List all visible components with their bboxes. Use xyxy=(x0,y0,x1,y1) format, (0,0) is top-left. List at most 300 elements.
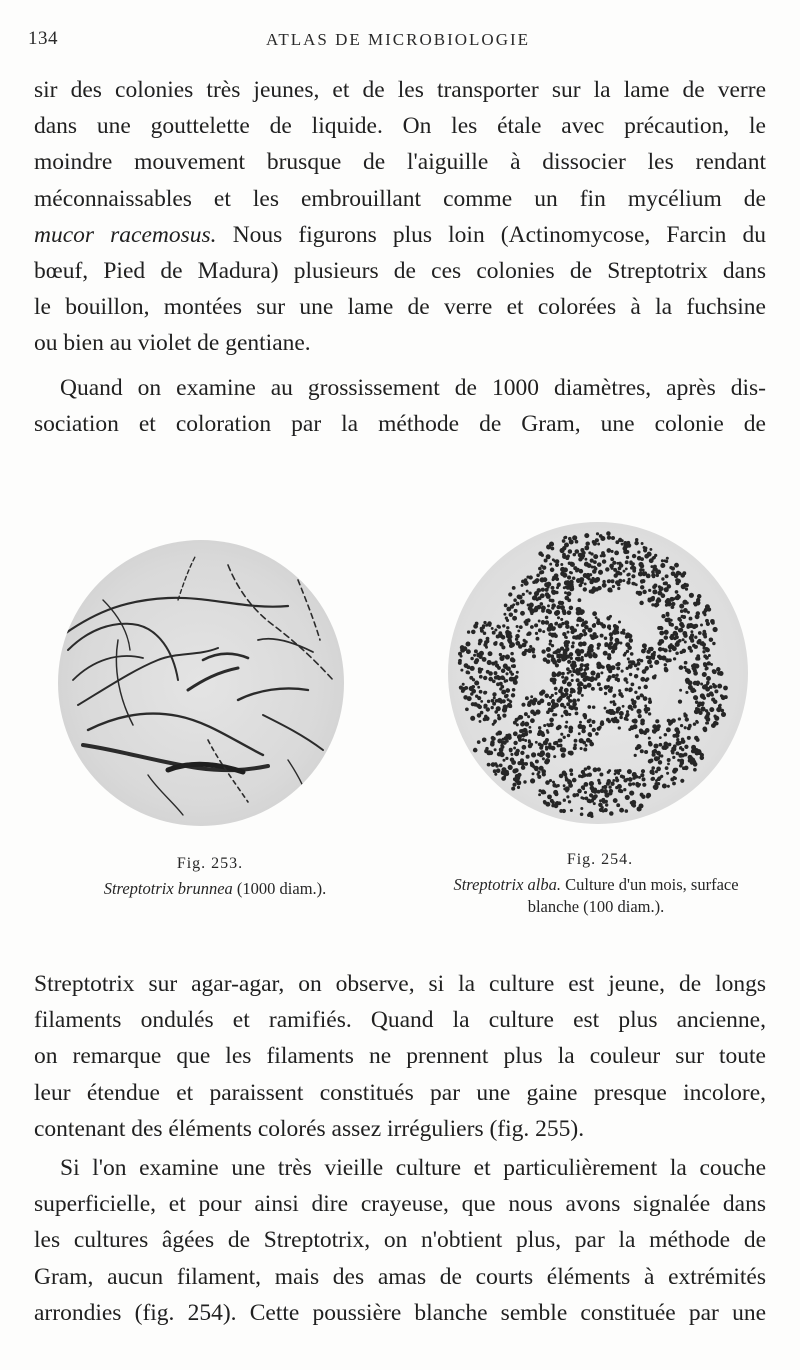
bacterium-dot xyxy=(512,688,516,692)
bacterium-dot xyxy=(633,719,637,723)
bacterium-dot xyxy=(543,740,548,745)
bacterium-dot xyxy=(578,598,582,602)
bacterium-dot xyxy=(588,551,591,554)
caption-text: blanche (100 diam.). xyxy=(527,897,665,916)
bacterium-dot xyxy=(583,748,587,752)
bacterium-dot xyxy=(551,590,555,594)
bacterium-dot xyxy=(695,614,700,619)
bacterium-dot xyxy=(552,681,556,685)
bacterium-dot xyxy=(537,771,540,774)
bacterium-dot xyxy=(623,788,626,791)
bacterium-dot xyxy=(584,582,587,585)
bacterium-dot xyxy=(553,632,556,635)
bacterium-dot xyxy=(567,734,571,738)
bacterium-dot xyxy=(562,539,566,543)
bacterium-dot xyxy=(575,569,578,572)
bacterium-dot xyxy=(563,799,566,802)
text-line: sociation et coloration par la méthode de Gram, une colonie de xyxy=(34,411,766,438)
bacterium-dot xyxy=(479,675,483,679)
bacterium-dot xyxy=(633,700,637,704)
bacterium-dot xyxy=(600,789,605,794)
bacterium-dot xyxy=(640,585,644,589)
bacterium-dot xyxy=(617,587,620,590)
bacterium-dot xyxy=(600,554,603,557)
bacterium-dot xyxy=(491,736,495,740)
bacterium-dot xyxy=(603,651,608,656)
bacterium-dot xyxy=(679,746,682,749)
bacterium-dot xyxy=(677,617,681,621)
bacterium-dot xyxy=(712,642,715,645)
bacterium-dot xyxy=(659,743,663,747)
bacterium-dot xyxy=(632,772,637,777)
bacterium-dot xyxy=(660,563,665,568)
bacterium-dot xyxy=(545,748,548,751)
bacterium-dot xyxy=(474,680,479,685)
bacterium-dot xyxy=(645,666,649,670)
bacterium-dot xyxy=(505,757,508,760)
bacterium-dot xyxy=(636,709,641,714)
paragraph-1 xyxy=(34,72,766,362)
bacterium-dot xyxy=(509,748,513,752)
bacterium-dot xyxy=(638,562,643,567)
bacterium-dot xyxy=(696,708,701,713)
bacterium-dot xyxy=(471,630,476,635)
bacterium-dot xyxy=(479,651,484,656)
bacterium-dot xyxy=(589,718,592,721)
bacterium-dot xyxy=(511,787,515,791)
bacterium-dot xyxy=(458,661,462,665)
bacterium-dot xyxy=(525,730,528,733)
bacterium-dot xyxy=(700,624,703,627)
bacterium-dot xyxy=(688,725,691,728)
bacterium-dot xyxy=(679,604,684,609)
bacterium-dot xyxy=(577,698,580,701)
bacterium-dot xyxy=(530,778,535,783)
bacterium-dot xyxy=(515,641,520,646)
bacterium-dot xyxy=(538,551,543,556)
bacterium-dot xyxy=(680,779,684,783)
bacterium-dot xyxy=(513,741,517,745)
bacterium-dot xyxy=(669,566,673,570)
bacterium-dot xyxy=(709,685,713,689)
bacterium-dot xyxy=(651,766,655,770)
bacterium-dot xyxy=(550,626,555,631)
bacterium-dot xyxy=(562,679,567,684)
bacterium-dot xyxy=(560,618,563,621)
bacterium-dot xyxy=(674,727,679,732)
bacterium-dot xyxy=(545,694,550,699)
bacterium-dot xyxy=(672,769,677,774)
bacterium-dot xyxy=(576,678,580,682)
bacterium-dot xyxy=(541,620,545,624)
bacterium-dot xyxy=(613,624,617,628)
bacterium-dot xyxy=(628,687,632,691)
bacterium-dot xyxy=(610,701,613,704)
bacterium-dot xyxy=(618,579,622,583)
bacterium-dot xyxy=(705,604,710,609)
bacterium-dot xyxy=(547,586,550,589)
bacterium-dot xyxy=(639,601,643,605)
bacterium-dot xyxy=(650,596,655,601)
bacterium-dot xyxy=(640,773,644,777)
bacterium-dot xyxy=(668,720,673,725)
bacterium-dot xyxy=(715,722,719,726)
bacterium-dot xyxy=(535,741,538,744)
bacterium-dot xyxy=(561,672,564,675)
bacterium-dot xyxy=(577,682,582,687)
bacterium-dot xyxy=(700,683,703,686)
bacterium-dot xyxy=(569,652,573,656)
bacterium-dot xyxy=(579,583,583,587)
bacterium-dot xyxy=(582,787,585,790)
bacterium-dot xyxy=(642,590,646,594)
bacterium-dot xyxy=(494,628,497,631)
bacterium-dot xyxy=(553,755,556,758)
bacterium-dot xyxy=(557,616,560,619)
bacterium-dot xyxy=(679,689,682,692)
bacterium-dot xyxy=(504,665,508,669)
bacterium-dot xyxy=(536,573,540,577)
bacterium-dot xyxy=(564,591,567,594)
bacterium-dot xyxy=(556,655,559,658)
bacterium-dot xyxy=(593,554,598,559)
bacterium-dot xyxy=(567,575,571,579)
bacterium-dot xyxy=(554,792,558,796)
bacterium-dot xyxy=(570,688,573,691)
bacterium-dot xyxy=(473,748,478,753)
bacterium-dot xyxy=(665,560,668,563)
bacterium-dot xyxy=(520,722,525,727)
caption-species: Streptotrix alba. xyxy=(453,875,561,894)
bacterium-dot xyxy=(680,724,683,727)
bacterium-dot xyxy=(641,542,644,545)
bacterium-dot xyxy=(502,713,506,717)
bacterium-dot xyxy=(470,692,473,695)
bacterium-dot xyxy=(488,677,493,682)
bacterium-dot xyxy=(649,699,652,702)
figure-253-micrograph xyxy=(58,540,344,826)
bacterium-dot xyxy=(693,671,698,676)
bacterium-dot xyxy=(659,588,662,591)
bacterium-dot xyxy=(552,781,555,784)
bacterium-dot xyxy=(694,646,697,649)
bacterium-dot xyxy=(559,739,563,743)
bacterium-dot xyxy=(541,690,546,695)
bacterium-dot xyxy=(579,611,583,615)
bacterium-dot xyxy=(572,778,577,783)
bacterium-dot xyxy=(673,657,676,660)
bacterium-dot xyxy=(462,646,467,651)
bacterium-dot xyxy=(562,809,566,813)
bacterium-dot xyxy=(536,598,539,601)
figure-254-caption xyxy=(420,874,772,918)
bacterium-dot xyxy=(630,652,634,656)
bacterium-dot xyxy=(562,546,566,550)
bacterium-dot xyxy=(605,567,609,571)
text-line: sir des colonies très jeunes, et de les transporter sur la lame de verre xyxy=(34,77,766,103)
bacterium-dot xyxy=(705,714,709,718)
bacterium-dot xyxy=(689,758,694,763)
bacterium-dot xyxy=(538,620,541,623)
bacterium-dot xyxy=(576,624,579,627)
bacterium-dot xyxy=(546,659,551,664)
text-fragment: Nous figurons plus loin (Actinomycose, Farcin du xyxy=(232,221,767,248)
bacterium-dot xyxy=(583,632,587,636)
bacteria-clusters-illustration xyxy=(448,522,748,824)
bacterium-dot xyxy=(554,703,559,708)
text-line: dans une gouttelette de liquide. On les étale avec précaution, le xyxy=(34,113,766,140)
bacterium-dot xyxy=(631,708,634,711)
bacterium-dot xyxy=(572,705,576,709)
bacterium-dot xyxy=(572,661,576,665)
bacterium-dot xyxy=(684,766,689,771)
bacterium-dot xyxy=(655,719,659,723)
bacterium-dot xyxy=(621,543,624,546)
bacterium-dot xyxy=(523,780,526,783)
bacterium-dot xyxy=(498,633,503,638)
figure-253-label: Fig. 253. xyxy=(176,855,244,872)
bacterium-dot xyxy=(535,632,538,635)
bacterium-dot xyxy=(478,705,482,709)
bacterium-dot xyxy=(565,556,569,560)
bacterium-dot xyxy=(546,731,549,734)
bacterium-dot xyxy=(705,709,708,712)
bacterium-dot xyxy=(627,657,630,660)
bacterium-dot xyxy=(493,642,497,646)
bacterium-dot xyxy=(487,621,492,626)
bacterium-dot xyxy=(505,654,510,659)
bacterium-dot xyxy=(487,700,490,703)
running-title: ATLAS DE MICROBIOLOGIE xyxy=(265,30,531,49)
bacterium-dot xyxy=(597,647,600,650)
bacterium-dot xyxy=(501,690,506,695)
bacterium-dot xyxy=(513,598,517,602)
bacterium-dot xyxy=(587,652,592,657)
bacterium-dot xyxy=(638,658,641,661)
bacterium-dot xyxy=(631,582,635,586)
bacterium-dot xyxy=(542,757,545,760)
bacterium-dot xyxy=(703,684,708,689)
bacterium-dot xyxy=(688,646,692,650)
bacterium-dot xyxy=(658,647,663,652)
bacterium-dot xyxy=(704,609,708,613)
bacterium-dot xyxy=(524,712,528,716)
bacterium-dot xyxy=(656,602,659,605)
bacterium-dot xyxy=(584,545,589,550)
bacterium-dot xyxy=(659,736,662,739)
bacterium-dot xyxy=(575,649,580,654)
bacterium-dot xyxy=(563,536,566,539)
bacterium-dot xyxy=(703,654,707,658)
bacterium-dot xyxy=(637,591,642,596)
bacterium-dot xyxy=(611,665,616,670)
bacterium-dot xyxy=(709,637,714,642)
bacterium-dot xyxy=(527,632,531,636)
bacterium-dot xyxy=(646,677,650,681)
bacterium-dot xyxy=(698,702,703,707)
bacterium-dot xyxy=(569,606,574,611)
bacterium-dot xyxy=(675,578,679,582)
bacterium-dot xyxy=(602,583,607,588)
bacterium-dot xyxy=(501,771,505,775)
bacterium-dot xyxy=(565,624,570,629)
bacterium-dot xyxy=(524,581,529,586)
bacterium-dot xyxy=(510,657,515,662)
bacterium-dot xyxy=(716,667,721,672)
bacterium-dot xyxy=(501,776,506,781)
bacterium-dot xyxy=(528,726,531,729)
bacterium-dot xyxy=(617,784,622,789)
bacterium-dot xyxy=(562,573,567,578)
bacterium-dot xyxy=(541,605,546,610)
bacterium-dot xyxy=(496,768,501,773)
text-line xyxy=(34,217,766,253)
bacterium-dot xyxy=(502,738,505,741)
bacterium-dot xyxy=(580,807,583,810)
bacterium-dot xyxy=(698,639,702,643)
bacterium-dot xyxy=(615,663,618,666)
bacterium-dot xyxy=(563,784,566,787)
text-line: Gram, aucun filament, mais des amas de courts éléments à extrémités xyxy=(34,1263,766,1290)
bacterium-dot xyxy=(686,602,689,605)
bacterium-dot xyxy=(634,691,637,694)
bacterium-dot xyxy=(564,688,569,693)
bacterium-dot xyxy=(680,609,684,613)
bacterium-dot xyxy=(527,715,530,718)
bacterium-dot xyxy=(551,644,554,647)
bacterium-dot xyxy=(570,657,573,660)
bacterium-dot xyxy=(618,789,622,793)
bacterium-dot xyxy=(672,756,675,759)
bacterium-dot xyxy=(689,617,693,621)
bacterium-dot xyxy=(664,581,668,585)
bacterium-dot xyxy=(587,683,592,688)
bacterium-dot xyxy=(665,766,669,770)
bacterium-dot xyxy=(510,753,513,756)
bacterium-dot xyxy=(664,618,668,622)
bacterium-dot xyxy=(564,725,568,729)
bacterium-dot xyxy=(534,766,539,771)
bacterium-dot xyxy=(502,655,505,658)
bacterium-dot xyxy=(584,558,587,561)
bacterium-dot xyxy=(684,641,687,644)
bacterium-dot xyxy=(483,691,487,695)
bacterium-dot xyxy=(693,762,696,765)
bacterium-dot xyxy=(579,738,584,743)
bacterium-dot xyxy=(512,616,517,621)
bacterium-dot xyxy=(554,687,558,691)
bacterium-dot xyxy=(529,699,532,702)
bacterium-dot xyxy=(516,671,519,674)
bacterium-dot xyxy=(641,769,645,773)
bacterium-dot xyxy=(521,729,525,733)
bacterium-dot xyxy=(584,625,589,630)
bacterium-dot xyxy=(581,694,584,697)
bacterium-dot xyxy=(656,751,661,756)
bacterium-dot xyxy=(571,666,575,670)
bacterium-dot xyxy=(518,595,523,600)
text-line: filaments ondulés et ramifiés. Quand la culture est plus ancienne, xyxy=(34,1007,766,1034)
bacterium-dot xyxy=(654,756,659,761)
bacterium-dot xyxy=(628,782,632,786)
bacterium-dot xyxy=(479,720,482,723)
bacterium-dot xyxy=(486,707,490,711)
bacterium-dot xyxy=(712,669,716,673)
bacterium-dot xyxy=(568,800,571,803)
bacterium-dot xyxy=(627,581,630,584)
bacterium-dot xyxy=(545,616,549,620)
bacterium-dot xyxy=(475,658,480,663)
bacterium-dot xyxy=(475,695,478,698)
bacterium-dot xyxy=(658,760,663,765)
bacterium-dot xyxy=(664,635,668,639)
bacterium-dot xyxy=(649,759,653,763)
bacterium-dot xyxy=(633,705,637,709)
bacterium-dot xyxy=(636,696,640,700)
bacterium-dot xyxy=(684,661,688,665)
bacterium-dot xyxy=(640,719,645,724)
bacterium-dot xyxy=(541,588,545,592)
bacterium-dot xyxy=(569,586,574,591)
bacterium-dot xyxy=(560,733,563,736)
bacterium-dot xyxy=(641,579,645,583)
caption-species: Streptotrix brunnea xyxy=(103,879,233,898)
bacterium-dot xyxy=(614,551,619,556)
bacterium-dot xyxy=(625,560,629,564)
micrograph-disc xyxy=(58,540,344,826)
bacterium-dot xyxy=(489,751,494,756)
bacterium-dot xyxy=(520,751,524,755)
bacterium-dot xyxy=(512,783,516,787)
bacterium-dot xyxy=(666,772,669,775)
bacterium-dot xyxy=(512,769,517,774)
bacterium-dot xyxy=(596,532,599,535)
bacterium-dot xyxy=(619,711,624,716)
bacterium-dot xyxy=(467,671,470,674)
bacterium-dot xyxy=(668,622,671,625)
bacterium-dot xyxy=(460,669,463,672)
bacterium-dot xyxy=(685,587,688,590)
page-number: 134 xyxy=(28,28,58,49)
bacterium-dot xyxy=(585,541,589,545)
bacterium-dot xyxy=(490,742,495,747)
bacterium-dot xyxy=(599,772,603,776)
bacterium-dot xyxy=(640,693,644,697)
bacterium-dot xyxy=(634,754,637,757)
bacterium-dot xyxy=(598,570,603,575)
bacterium-dot xyxy=(604,642,608,646)
bacterium-dot xyxy=(619,641,622,644)
bacterium-dot xyxy=(570,809,573,812)
bacterium-dot xyxy=(600,634,604,638)
bacterium-dot xyxy=(702,672,707,677)
bacterium-dot xyxy=(552,713,555,716)
bacterium-dot xyxy=(610,589,613,592)
bacterium-dot xyxy=(660,626,664,630)
bacterium-dot xyxy=(627,769,632,774)
bacterium-dot xyxy=(507,703,512,708)
bacterium-dot xyxy=(615,674,618,677)
bacterium-dot xyxy=(572,577,575,580)
bacterium-dot xyxy=(528,744,532,748)
bacterium-dot xyxy=(570,562,574,566)
bacterium-dot xyxy=(587,766,591,770)
bacterium-dot xyxy=(566,591,571,596)
bacterium-dot xyxy=(561,692,565,696)
bacterium-dot xyxy=(594,567,598,571)
bacterium-dot xyxy=(629,791,634,796)
bacterium-dot xyxy=(600,671,603,674)
